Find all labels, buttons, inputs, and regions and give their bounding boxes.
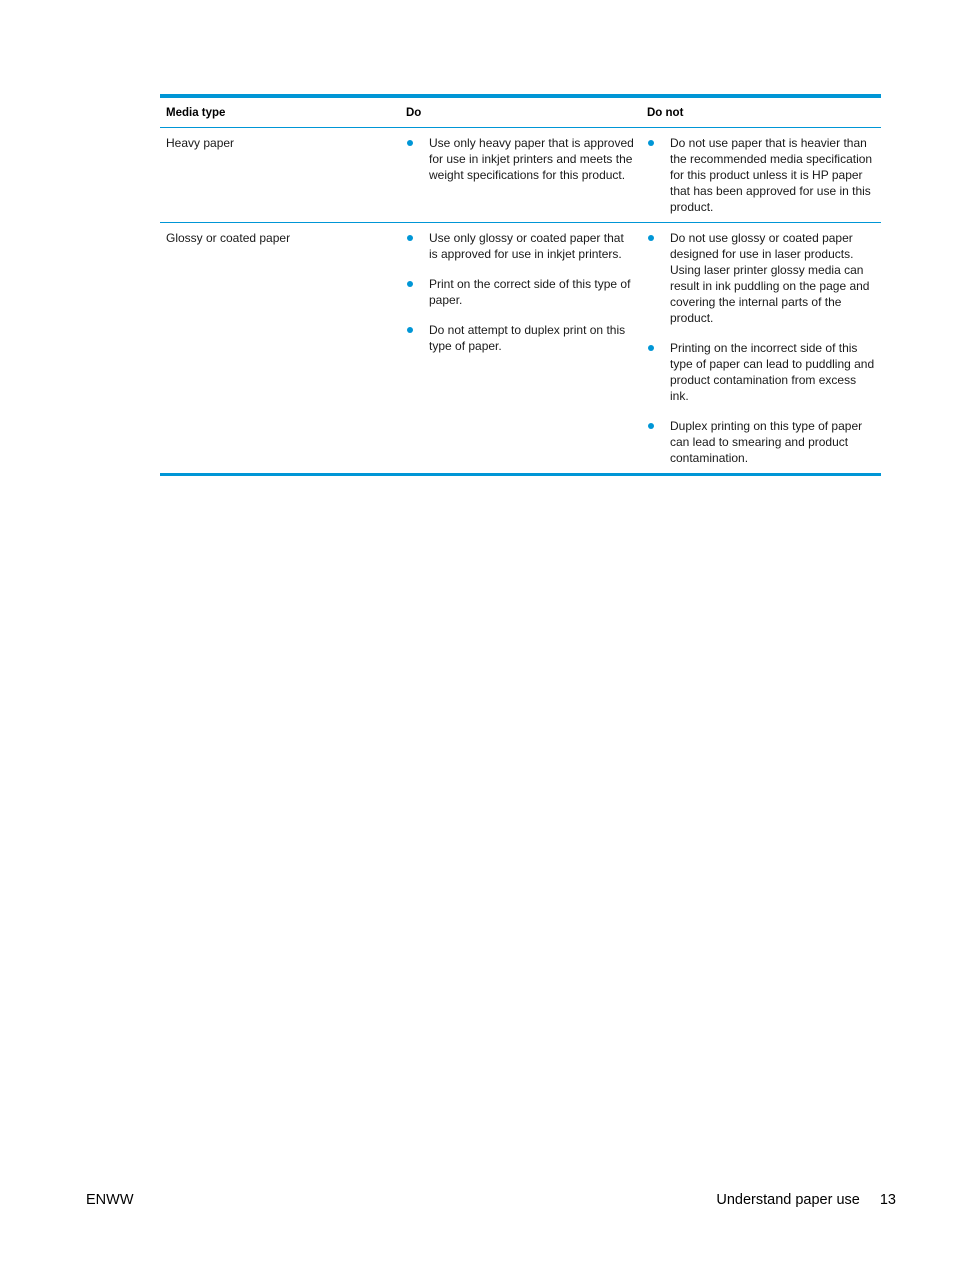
bullet-icon xyxy=(648,140,654,146)
table-row xyxy=(160,128,881,223)
do-not-item xyxy=(647,418,875,466)
header-media-type: Media type xyxy=(166,106,226,119)
do-list xyxy=(406,135,635,183)
bullet-icon xyxy=(648,235,654,241)
bullet-icon xyxy=(407,281,413,287)
do-not-item-text: Duplex printing on this type of paper can lead to smearing and product contamination. xyxy=(670,419,863,465)
do-item xyxy=(406,230,635,262)
do-not-item-text: Do not use paper that is heavier than the recommended media specification for this product unless it is HP paper that has been approved for use in this product. xyxy=(670,136,873,214)
do-not-item-text: Printing on the incorrect side of this type of paper can lead to puddling and product contamination from excess ink. xyxy=(670,341,875,403)
do-list xyxy=(406,230,635,354)
footer-doc-code: ENWW xyxy=(86,1192,134,1208)
do-not-item xyxy=(647,340,875,404)
header-do: Do xyxy=(406,106,422,119)
do-item xyxy=(406,135,635,183)
do-item-text: Do not attempt to duplex print on this type of paper. xyxy=(429,323,626,353)
do-not-item xyxy=(647,135,875,215)
media-type-cell: Heavy paper xyxy=(166,136,235,150)
bullet-icon xyxy=(648,423,654,429)
bullet-icon xyxy=(648,345,654,351)
do-not-cell xyxy=(641,135,881,215)
bullet-icon xyxy=(407,327,413,333)
do-not-item xyxy=(647,230,875,326)
bullet-icon xyxy=(407,235,413,241)
do-item xyxy=(406,322,635,354)
footer-section xyxy=(716,1192,896,1208)
bullet-icon xyxy=(407,140,413,146)
header-do-not: Do not xyxy=(647,106,684,119)
do-cell xyxy=(400,230,641,466)
do-item-text: Print on the correct side of this type of paper. xyxy=(429,277,631,307)
footer-section-title: Understand paper use xyxy=(716,1192,860,1208)
do-item-text: Use only glossy or coated paper that is approved for use in inkjet printers. xyxy=(429,231,624,261)
do-item xyxy=(406,276,635,308)
do-not-list xyxy=(647,230,875,466)
do-cell xyxy=(400,135,641,215)
media-type-cell: Glossy or coated paper xyxy=(166,231,291,245)
do-not-cell xyxy=(641,230,881,466)
do-not-item-text: Do not use glossy or coated paper designed for use in laser products. Using laser printer glossy media can result in ink puddling on the page and covering the internal parts of the product. xyxy=(670,231,870,325)
do-not-list xyxy=(647,135,875,215)
media-guidelines-table xyxy=(160,94,881,476)
table-row xyxy=(160,223,881,473)
page-number: 13 xyxy=(879,1192,896,1208)
do-item-text: Use only heavy paper that is approved for use in inkjet printers and meets the weight specifications for this product. xyxy=(429,136,634,182)
table-header-row xyxy=(160,98,881,128)
